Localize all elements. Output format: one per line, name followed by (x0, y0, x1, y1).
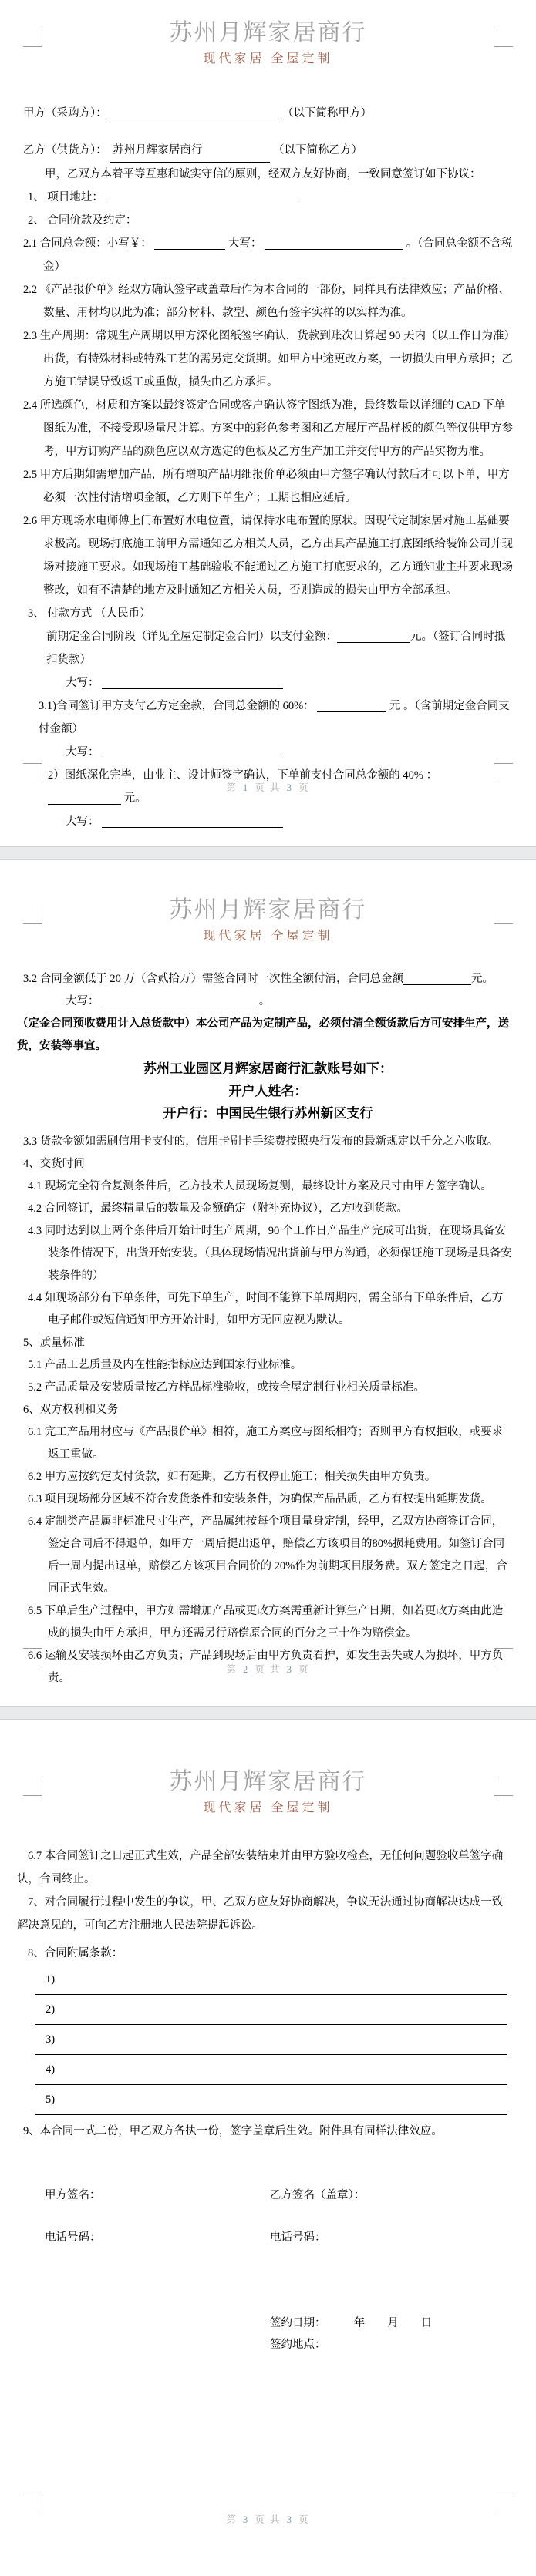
margin-corner-mark (494, 1778, 513, 1796)
clause-3-1-2: 2）图纸深化完毕，由业主、设计师签字确认，下单前支付合同总金额的 40% ： 元。 (48, 769, 438, 805)
margin-corner-mark (23, 1778, 42, 1796)
clause-3-2: 3.2 合同金额低于 20 万（含贰拾万）需签合同时一次性全额付清，合同总金额 元。 (23, 973, 494, 985)
capital-amount-line: 大写： 。 (66, 995, 271, 1007)
margin-corner-mark (494, 29, 513, 47)
blank-underline-field (317, 701, 386, 713)
attached-clause-line (35, 2025, 513, 2055)
page-header (0, 860, 536, 945)
attached-clause-line (35, 1965, 513, 1995)
margin-corner-mark (494, 1648, 513, 1666)
margin-corner-mark (23, 906, 42, 924)
clause-3-1: 3.1)合同签订甲方支付乙方定金款，合同总金额的 60%： 元 。（含前期定金合同支付金额） (39, 700, 510, 735)
clause-6-1: 6.1 完工产品用材应与《产品报价单》相符，施工方案应与图纸相符；否则甲方有权拒收，或要求返工重做。 (28, 1426, 504, 1461)
page-1-content (0, 102, 536, 833)
clause-5-1: 5.1 产品工艺质量及内在性能指标应达到国家行业标准。 (28, 1359, 302, 1371)
blank-underline-field (154, 238, 225, 251)
margin-corner-mark (494, 763, 513, 781)
page-footer: 第 2 页 共 3 页 (226, 1664, 310, 1675)
clause-4-3: 4.3 同时达到以上两个条件后开始计时生产周期，90 个工作日产品生产完成可出货，在现场具备安装条件情况下，出货开始安装。（具体现场情况出货前与甲方沟通，必须保证施工现场是具备安装条件的） (28, 1225, 512, 1282)
margin-corner-mark (494, 906, 513, 924)
bank-account-holder: 开户人姓名： (228, 1084, 308, 1098)
page-header (0, 1720, 536, 1817)
party-b-signature-label: 乙方签名（盖章）： (270, 2189, 366, 2201)
page-number: 3 (286, 782, 293, 793)
attached-clause-line (35, 2085, 513, 2115)
clause-6-5: 6.5 下单后生产过程中，甲方如需增加产品或更改方案需重新计算生产日期，如若更改方案由此造成的损失由甲方承担，甲方还需另行赔偿原合同的百分之三十作为赔偿金。 (28, 1605, 504, 1639)
page-number: 3 (243, 2514, 250, 2525)
page-2-content (0, 968, 536, 1690)
underlined-value: 苏州月辉家居商行 (110, 139, 270, 163)
blank-underline-field (102, 816, 283, 829)
item-2-contract-price: 2、 合同价款及约定： (28, 214, 137, 227)
underlined-value: 5) (35, 2085, 507, 2115)
payment-notice: （定金合同预收费用计入总货款中）本公司产品为定制产品，必须付清全额货款后方可安排生产，送货，安装等事宜。 (17, 1017, 509, 1052)
clause-2-4: 2.4 所选颜色，材质和方案以最终签定合同或客户确认签字图纸为准，最终数量以详细的 CAD 下单图纸为准，不接受现场量尺计算。方案中的彩色参考图和乙方展厅产品样板的颜色等仅供甲方参考，甲方订购产品的颜色应以双方选定的色板及乙方生产加工并交付甲方的产品实物为准。 (23, 399, 513, 458)
clause-4-1: 4.1 现场完全符合复测条件后，乙方技术人员现场复测，最终设计方案及尺寸由甲方签字确认。 (28, 1180, 492, 1192)
page-footer: 第 1 页 共 3 页 (226, 782, 310, 793)
blank-underline-field (48, 793, 121, 805)
page-separator (0, 1706, 536, 1720)
margin-corner-mark (23, 763, 42, 781)
capital-amount-line: 大写： (66, 810, 513, 833)
page-number: 1 (243, 782, 250, 793)
company-subtitle: 现代家居 全屋定制 (203, 1801, 333, 1814)
page-number: 2 (243, 1664, 250, 1675)
clause-5-2: 5.2 产品质量及安装质量按乙方样品标准验收，或按全屋定制行业相关质量标准。 (28, 1381, 425, 1394)
attached-clause-line (35, 1995, 513, 2025)
company-title: 苏州月辉家居商行 (169, 1769, 367, 1794)
item-4-delivery: 4、交货时间 (23, 1158, 85, 1170)
contract-page-2 (0, 860, 536, 1706)
bank-branch: 开户行：中国民生银行苏州新区支行 (163, 1106, 373, 1121)
party-b-phone-label: 电话号码： (270, 2231, 326, 2244)
intro-line: 甲，乙双方本着平等互惠和诚实守信的原则，经双方友好协商，一致同意签订如下协议： (45, 168, 481, 180)
party-a-signature-label: 甲方签名： (45, 2189, 101, 2201)
underlined-value: 4) (35, 2055, 507, 2085)
clause-2-3: 2.3 生产周期：常规生产周期以甲方深化图纸签字确认，货款到账次日算起 90 天内（以工作日为准）出货，有特殊材料或特殊工艺的需另定交货期。如甲方中途更改方案，一切损失由甲方承担；乙方施工错误导致返工或重做，损失由乙方承担。 (23, 330, 513, 388)
clause-6-4: 6.4 定制类产品属非标准尺寸生产，产品属纯按每个项目量身定制，经甲，乙双方协商签订合同，签定合同后不得退单，如甲方一周后提出退单，赔偿乙方该项目的80%损耗费用。如签订合同后一周内提出退单，赔偿乙方该项目合同价的 20%作为前期项目服务费。双方签定之日起，合同正式生效。 (28, 1515, 507, 1595)
underlined-value: 1) (35, 1965, 507, 1995)
clause-4-2: 4.2 合同签订，最终精量后的数量及金额确定（附补充协议），乙方收到货款。 (28, 1202, 408, 1215)
clause-2-6: 2.6 甲方现场水电师傅上门布置好水电位置，请保持水电布置的原状。因现代定制家居对施工基础要求极高。现场打底施工前甲方需通知乙方相关人员，乙方出具产品施工打底图纸给装饰公司并现场对接施工要求。如现场施工基础验收不能通过乙方施工打底要求的，乙方通知业主并要求现场整改，如有不清楚的地方及时通知乙方相关人员，否则造成的损失由甲方全部承担。 (23, 515, 513, 597)
contract-page-1 (0, 0, 536, 846)
item-7-disputes: 7、对合同履行过程中发生的争议，甲、乙双方应友好协商解决，争议无法通过协商解决达成一致解决意见的，可向乙方注册地人民法院提起诉讼。 (17, 1896, 504, 1932)
party-b-line: 乙方（供货方）： 苏州月辉家居商行 （以下简称乙方） (23, 139, 513, 163)
page-header (0, 0, 536, 68)
margin-corner-mark (23, 29, 42, 47)
company-subtitle: 现代家居 全屋定制 (203, 52, 333, 66)
underlined-value: 3) (35, 2025, 507, 2055)
party-a-line: 甲方（采购方）： （以下简称甲方） (23, 107, 372, 119)
blank-underline-field (102, 996, 256, 1008)
attached-clause-line (35, 2055, 513, 2085)
blank-underline-field (403, 974, 471, 986)
blank-underline-field (102, 747, 283, 759)
clause-2-2: 2.2 《产品报价单》经双方确认签字或盖章后作为本合同的一部份，同样具有法律效应；产品价格、数量、用材均以此为准；部分材料、款型、颜色有签字实样的以实样为准。 (23, 284, 510, 319)
clause-6-3: 6.3 项目现场部分区域不符合发货条件和安装条件，为确保产品品质，乙方有权提出延期发货。 (28, 1493, 492, 1505)
margin-corner-mark (494, 2497, 513, 2514)
capital-amount-line: 大写： (66, 741, 513, 764)
page-footer: 第 3 页 共 3 页 (226, 2514, 310, 2525)
clause-6-7: 6.7 本合同签订之日起正式生效，产品全部安装结束并由甲方验收检查，无任何问题验收单签字确认，合同终止。 (17, 1850, 504, 1885)
party-a-phone-label: 电话号码： (45, 2231, 101, 2244)
item-1-project-address: 1、 项目地址： (28, 186, 513, 209)
clause-3-3: 3.3 货款金额如需刷信用卡支付的，信用卡刷卡手续费按照央行发布的最新规定以千分之六收取。 (23, 1135, 499, 1148)
clause-6-6: 6.6 运输及安装损坏由乙方负责；产品到现场后由甲方负责看护，如发生丢失或人为损坏，甲方负责。 (28, 1650, 504, 1684)
item-9-copies: 9、本合同一式二份，甲乙双方各执一份，签字盖章后生效。附件具有同样法律效应。 (23, 2125, 443, 2137)
signing-place-line: 签约地点： (270, 2339, 326, 2351)
company-title: 苏州月辉家居商行 (169, 897, 367, 923)
underlined-value: 2) (35, 1995, 507, 2025)
contract-page-3 (0, 1720, 536, 2576)
signing-date-line: 签约日期： 年 月 日 (270, 2317, 433, 2329)
blank-underline-field (265, 238, 403, 251)
blank-underline-field (106, 192, 299, 204)
signature-row (23, 2186, 513, 2202)
item-8-attached-clauses: 8、合同附属条款： (28, 1947, 123, 1959)
blank-underline-field (337, 631, 410, 644)
page-3-content (0, 1845, 536, 2356)
clause-4-4: 4.4 如现场部分有下单条件，可先下单生产，时间不能算下单周期内，需全部有下单条件后，乙方电子邮件或短信通知甲方开始计时，如甲方无回应视为默认。 (28, 1292, 504, 1327)
blank-underline-field (102, 678, 283, 690)
deposit-line: 前期定金合同阶段（详见全屋定制定金合同）以支付金额： 元。（签订合同时抵扣货款） (46, 631, 506, 666)
clause-2-5: 2.5 甲方后期如需增加产品，所有增项产品明细报价单必须由甲方签字确认付款后才可以下单，甲方必须一次性付清增项金额，乙方则下单生产；工期也相应延后。 (23, 469, 510, 504)
item-3-payment: 3、 付款方式 （人民币） (28, 607, 151, 620)
margin-corner-mark (23, 2497, 42, 2514)
blank-underline-field (110, 108, 279, 120)
item-5-quality: 5、质量标准 (23, 1337, 85, 1349)
page-number: 3 (286, 2514, 293, 2525)
bank-transfer-title: 苏州工业园区月辉家居商行汇款账号如下： (143, 1061, 393, 1076)
page-number: 3 (286, 1664, 293, 1675)
company-title: 苏州月辉家居商行 (169, 20, 367, 45)
clause-6-2: 6.2 甲方应按约定支付货款，如有延期，乙方有权停止施工；相关损失由甲方负责。 (28, 1471, 437, 1483)
capital-amount-line: 大写： (66, 671, 513, 694)
phone-row (23, 2228, 513, 2245)
company-subtitle: 现代家居 全屋定制 (203, 930, 333, 943)
clause-2-1: 2.1 合同总金额：小写￥： 大写： 。（合同总金额不含税金） (23, 237, 513, 273)
margin-corner-mark (23, 1648, 42, 1666)
item-6-rights: 6、双方权利和义务 (23, 1404, 119, 1416)
page-separator (0, 846, 536, 860)
